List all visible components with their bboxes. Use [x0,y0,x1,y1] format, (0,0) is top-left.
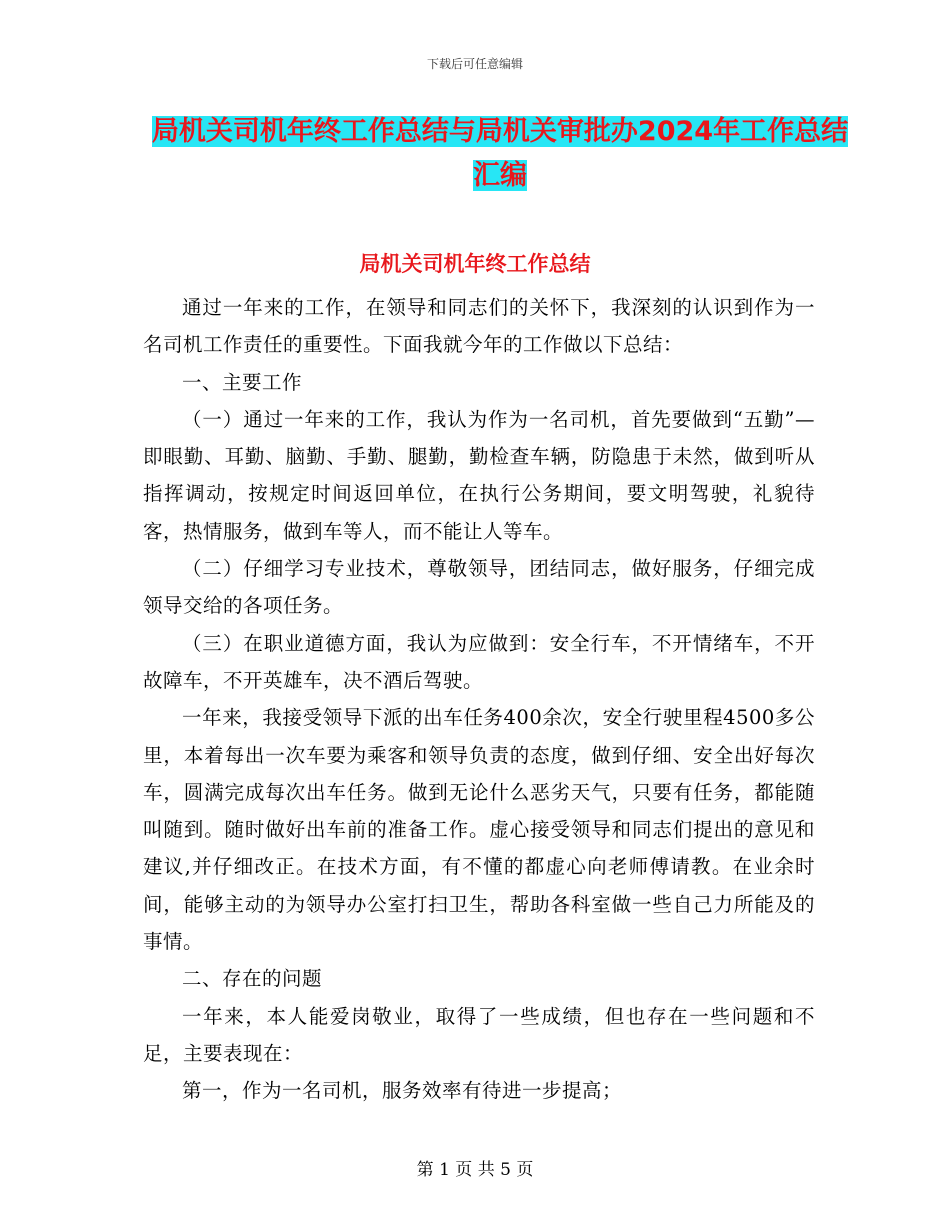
heading-problems: 二、存在的问题 [182,967,323,991]
body-text [143,289,815,1110]
paragraph: 一年来，我接受领导下派的出车任务400余次，安全行驶里程4500多公里，本着每出一次车要为乘客和领导负责的态度，做到仔细、安全出好每次车，圆满完成每次出车任务。做到无论什么恶劣天气，只要有任务，都能随叫随到。随时做好出车前的准备工作。虚心接受领导和同志们提出的意见和建议,并仔细改正。在技术方面，有不懂的都虚心向老师傅请教。在业余时间，能够主动的为领导办公室打扫卫生，帮助各科室做一些自己力所能及的事情。 [143,706,815,954]
paragraph: （一）通过一年来的工作，我认为作为一名司机，首先要做到“五勤”—即眼勤、耳勤、脑勤、手勤、腿勤，勤检查车辆，防隐患于未然，做到听从指挥调动，按规定时间返回单位，在执行公务期间，要文明驾驶，礼貌待客，热情服务，做到车等人，而不能让人等车。 [143,407,815,543]
document-title-text: 局机关司机年终工作总结与局机关审批办2024年工作总结汇编 [151,116,849,191]
paragraph: （三）在职业道德方面，我认为应做到：安全行车，不开情绪车，不开故障车，不开英雄车，决不酒后驾驶。 [143,631,815,692]
page-footer: 第 1 页 共 5 页 [416,1160,534,1180]
document-title [140,110,860,198]
paragraph: 通过一年来的工作，在领导和同志们的关怀下，我深刻的认识到作为一名司机工作责任的重要性。下面我就今年的工作做以下总结： [143,296,815,357]
header-note: 下载后可任意编辑 [426,57,523,71]
paragraph: 一年来，本人能爱岗敬业，取得了一些成绩，但也存在一些问题和不足，主要表现在： [143,1004,815,1065]
paragraph: 第一，作为一名司机，服务效率有待进一步提高； [182,1079,623,1103]
section-title: 局机关司机年终工作总结 [359,252,591,276]
heading-main-work: 一、主要工作 [182,370,303,394]
paragraph: （二）仔细学习专业技术，尊敬领导，团结同志，做好服务，仔细完成领导交给的各项任务。 [143,557,815,618]
